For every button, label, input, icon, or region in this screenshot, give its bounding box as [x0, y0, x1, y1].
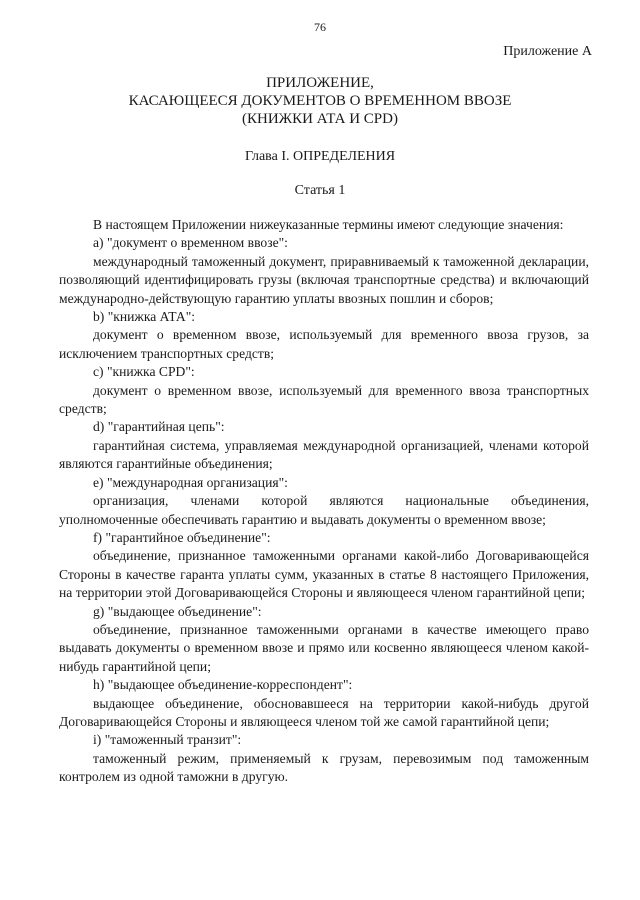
definition-text-f: объединение, признанное таможенными органами какой-либо Договаривающейся Стороны в качестве гаранта уплаты сумм, указанных в статье 8 настоящего Приложения, на территории этой Договаривающейся Стороны и являющееся членом гарантийной цепи; — [59, 548, 589, 601]
definition-text-d: гарантийная система, управляемая международной организацией, членами которой являются гарантийные объединения; — [59, 437, 589, 472]
title-line-2: КАСАЮЩЕЕСЯ ДОКУМЕНТОВ О ВРЕМЕННОМ ВВОЗЕ — [128, 93, 512, 109]
title-line-3: (КНИЖКИ АТА И CPD) — [242, 111, 398, 127]
definition-term-i: i) "таможенный транзит": — [93, 732, 242, 748]
document-title — [0, 74, 640, 128]
definition-text-b: документ о временном ввозе, используемый для временного ввоза грузов, за исключением транспортных средств; — [59, 327, 589, 361]
definition-term-d: d) "гарантийная цепь": — [93, 419, 225, 435]
article-body — [59, 216, 589, 787]
title-line-1: ПРИЛОЖЕНИЕ, — [266, 75, 374, 91]
page-number: 76 — [314, 20, 326, 34]
definition-text-e: организация, членами которой являются национальные объединения, уполномоченные обеспечивать гарантию и выдавать документы о временном ввозе; — [59, 493, 589, 527]
chapter-heading: Глава I. ОПРЕДЕЛЕНИЯ — [244, 149, 396, 164]
definition-term-f: f) "гарантийное объединение": — [93, 529, 271, 545]
definition-term-g: g) "выдающее объединение": — [93, 603, 262, 619]
definition-text-h: выдающее объединение, обосновавшееся на территории какой-нибудь другой Договаривающейся Стороны и являющееся членом той же самой гарантийной цепи; — [59, 695, 589, 729]
definition-term-a: a) "документ о временном ввозе": — [93, 235, 288, 251]
definition-text-c: документ о временном ввозе, используемый для временного ввоза транспортных средств; — [59, 382, 589, 417]
definition-text-g: объединение, признанное таможенными органами в качестве имеющего право выдавать документы о временном ввозе и прямо или косвенно являющееся членом какой-нибудь гарантийной цепи; — [59, 621, 589, 674]
article-heading: Статья 1 — [294, 183, 346, 198]
definition-term-c: c) "книжка CPD": — [93, 364, 195, 380]
definition-term-e: e) "международная организация": — [93, 474, 288, 490]
annex-label: Приложение А — [503, 44, 592, 59]
definition-text-i: таможенный режим, применяемый к грузам, перевозимым под таможенным контролем из одной таможни в другую. — [59, 750, 589, 785]
intro-paragraph: В настоящем Приложении нижеуказанные термины имеют следующие значения: — [93, 217, 564, 232]
definition-term-h: h) "выдающее объединение-корреспондент": — [93, 677, 353, 693]
definition-text-a: международный таможенный документ, приравниваемый к таможенной декларации, позволяющий идентифицировать грузы (включая транспортные средства) и включающий международно-действующую гарантию уплаты ввозных пошлин и сборов; — [59, 253, 589, 306]
definition-term-b: b) "книжка АТА": — [93, 309, 196, 325]
